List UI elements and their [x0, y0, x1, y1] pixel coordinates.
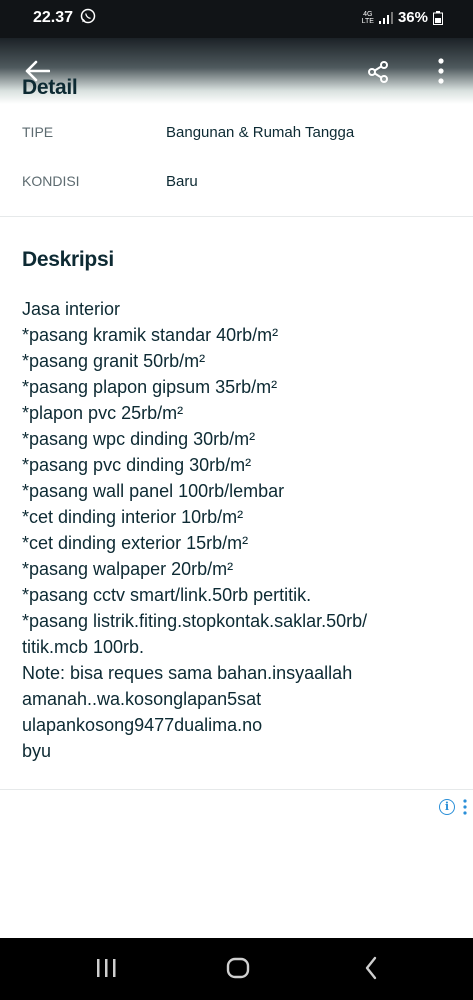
detail-heading: Detail [22, 76, 78, 99]
share-icon[interactable] [366, 60, 390, 84]
ad-more-icon[interactable] [463, 799, 467, 815]
condition-label: KONDISI [22, 173, 80, 189]
whatsapp-notification-icon [80, 8, 96, 24]
description-line: *pasang plapon gipsum 35rb/m² [22, 377, 278, 397]
ad-info-icon[interactable]: i [439, 799, 455, 815]
description-line: titik.mcb 100rb. [22, 637, 145, 657]
nav-back-icon[interactable] [364, 956, 378, 980]
description-line: *pasang wall panel 100rb/lembar [22, 481, 285, 501]
ad-divider [0, 789, 473, 790]
description-line: *cet dinding interior 10rb/m² [22, 507, 244, 527]
description-line: *plapon pvc 25rb/m² [22, 403, 184, 423]
description-line: byu [22, 741, 52, 761]
home-icon[interactable] [226, 957, 250, 979]
system-nav-bar [0, 938, 473, 1000]
description-line: *pasang listrik.fiting.stopkontak.saklar.50rb/ [22, 611, 368, 631]
network-type [362, 11, 374, 25]
type-label: TIPE [22, 124, 54, 140]
description-line: *cet dinding exterior 15rb/m² [22, 533, 249, 553]
network-4g-label: 4G [363, 10, 373, 18]
description-line: Note: bisa reques sama bahan.insyaallah [22, 663, 353, 683]
type-value: Bangunan & Rumah Tangga [166, 124, 355, 141]
description-line: *pasang walpaper 20rb/m² [22, 559, 234, 579]
battery-percent: 36% [397, 9, 428, 26]
description-heading: Deskripsi [22, 248, 114, 271]
condition-value: Baru [166, 173, 198, 190]
status-time: 22.37 [33, 9, 74, 26]
more-options-icon[interactable] [436, 57, 446, 87]
section-divider [0, 216, 473, 217]
status-right [362, 9, 443, 26]
battery-saver-icon [433, 11, 443, 25]
description-line: Jasa interior [22, 299, 121, 319]
description-line: amanah..wa.kosonglapan5sat [22, 689, 262, 709]
description-line: *pasang wpc dinding 30rb/m² [22, 429, 256, 449]
signal-icon [379, 12, 393, 24]
description-line: *pasang pvc dinding 30rb/m² [22, 455, 252, 475]
description-line: *pasang kramik standar 40rb/m² [22, 325, 279, 345]
status-bar [0, 0, 473, 38]
description-text [22, 296, 452, 764]
description-line: ulapankosong9477dualima.no [22, 715, 263, 735]
network-lte-label: LTE [361, 17, 374, 25]
description-line: *pasang cctv smart/link.50rb pertitik. [22, 585, 312, 605]
recent-apps-icon[interactable] [95, 958, 117, 978]
description-line: *pasang granit 50rb/m² [22, 351, 206, 371]
